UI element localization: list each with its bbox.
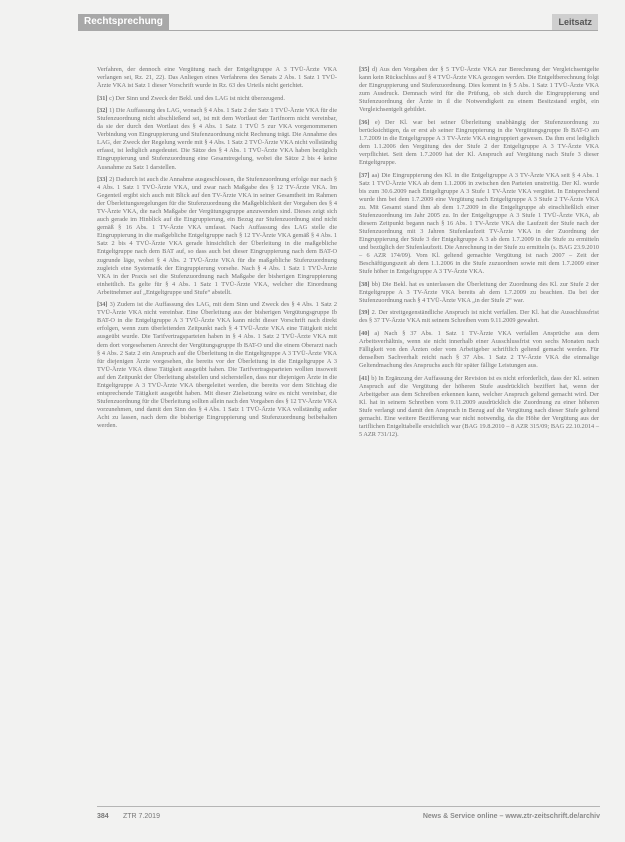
paragraph-marker: [41] [359, 374, 370, 382]
paragraph-marker: [36] [359, 118, 370, 126]
paragraph-text: c) Der Sinn und Zweck der Bekl. und des LAG ist nicht überzeugend. [109, 94, 285, 102]
section-label: Rechtsprechung [78, 14, 169, 30]
section-right-label: Leitsatz [552, 14, 598, 30]
paragraph-marker: [35] [359, 66, 370, 73]
paragraph-text: d) Aus den Vorgaben der § 5 TVÜ-Ärzte VKA zur Berechnung der Vergleichsentgelte kann kein Rückschluss auf § 4 TVÜ-Ärzte VKA gezogen werden. Die Entgeltberechnung folgt der Eingruppierung und Stufenzuordnung. Dies kommt in § 5 Abs. 1 Satz 1 TVÜ-Ärzte VKA zum Ausdruck. Demnach wird für die Prüfung, ob sich durch die Eingruppierung und Stufenzuordnung der Ärzte in il die Notwendigkeit zu einem Besitzstand ergibt, ein Vergleichsentgelt gebildet. [359, 66, 599, 114]
paragraph [359, 330, 599, 370]
paragraph-text: 2. Der streitgegenständliche Anspruch ist nicht verfallen. Der Kl. hat die Ausschlussfrist des § 37 TV-Ärzte VKA mit seinem Schreiben vom 9.11.2009 gewahrt. [359, 309, 599, 325]
paragraph-text: Verfahren, der dennoch eine Vergütung nach der Entgeltgruppe A 3 TVÜ-Ärzte VKA verlangen sei, Rz. 21, 22). Das Anliegen eines Verfahrens des Senats 2 Abs. 1 Satz 1 TVÜ-Ärzte VKA ist Satz 1 dieser Vorschrift wurde in Rz. 63 des Urteils nicht gerichtet. [97, 66, 337, 90]
left-column [97, 66, 337, 435]
paragraph [359, 66, 599, 114]
paragraph [359, 119, 599, 167]
paragraph [97, 176, 337, 297]
footer-rule [97, 806, 600, 807]
paragraph [359, 375, 599, 439]
journal-issue: ZTR 7.2019 [123, 813, 160, 820]
paragraph [359, 172, 599, 277]
paragraph [359, 281, 599, 305]
paragraph-text: 3) Zudem ist die Auffassung des LAG, mit dem Sinn und Zweck des § 4 Abs. 1 Satz 2 TVÜ-Ärzte VKA nicht vereinbar. Eine Überleitung aus der bisherigen Vergütungsgruppe Ib BAT-O in die Entgeltgruppe A 3 TVÜ-Ärzte VKA kann nicht dieser Vorschrift nach direkt erfolgen, wenn zum überleitenden Zeitpunkt nach § 4 TVÜ-Ärzte VKA eine Tätigkeit nicht ausgeübt wurde. Die Tarifvertragsparteien haben in § 4 Abs. 1 Satz 2 TVÜ-Ärzte VKA mit dem dort vorgesehenen Anrecht der Vergütungsgruppe Ib BAT-O und die einem Oberarzt nach § 4 Abs. 2 Satz 2 ein Anspruch auf die Überleitung in die Entgeltgruppe A 3 TVÜ-Ärzte VKA für diejenigen Ärzte vorgesehen, die bereits vor der Überleitung in die Entgeltgruppe A 3 TVÜ-Ärzte VKA diese Tätigkeit ausgeübt haben. Die Tarifvertragsparteien wollten insoweit auf den Zeitpunkt der Überleitung abstellen und sicherstellen, dass nur diejenigen Ärzte in die Entgeltgruppe A 3 TVÜ-Ärzte VKA übergeleitet werden, die bereits vor dem Stichtag die entsprechende Tätigkeit ausgeübt haben. Mit dieser Zielsetzung wäre es nicht vereinbar, die Stufenzuordnung für die Überleitung sollten allein nach den Vorgaben des § 12 TV-Ärzte VKA vorzunehmen, und damit den Sinn des § 4 Abs. 1 Satz 1 TVÜ-Ärzte VKA vollständig außer Acht zu lassen, nach dem die bisherige Eingruppierung und Stufenzuordnung beibehalten werden. [97, 301, 338, 429]
paragraph-text: 1) Die Auffassung des LAG, wonach § 4 Abs. 1 Satz 2 der Satz 1 TVÜ-Ärzte VKA für die Stufenzuordnung nicht abschließend sei, ist mit dem Wortlaut der Tarifnorm nicht vereinbar, da sie der durch den Wortlaut des § 4 Abs. 1 Satz 1 TVÜ 5 zur VKA vorgenommenen Verbindung von Eingruppierung und Stufenzuordnung nicht Rechnung trägt. Die Annahme des LAG, der Zweck der Regelung werde mit § 4 Abs. 1 Satz 2 TVÜ-Ärzte VKA nicht vollständig erfasst, ist lediglich angedeutet. Die Sätze des § 4 Abs. 1 TVÜ-Ärzte VKA haben bezüglich Eingruppierung und Stufenzuordnung eine Gesamtregelung, wobei die Sätze 2 bis 4 keine Ausnahme zu Satz 1 darstellen. [97, 107, 337, 171]
paragraph [97, 107, 337, 171]
header-rule [78, 30, 598, 31]
paragraph-text: b) In Ergänzung der Auffassung der Revision ist es nicht erforderlich, dass der Kl. seinen Anspruch auf die Vergütung der höheren Stufe ausdrücklich beziffert hat, wenn der Arbeitgeber aus dem Schreiben erkennen kann, welcher Anspruch geltend gemacht wird. Der Kl. hat in seinem Schreiben vom 9.11.2009 ausdrücklich die Zuordnung zu einer höheren Stufe verlangt und damit den Anspruch in Bezug auf die Vergütung nach dieser Stufe geltend gemacht. Eine weitere Bezifferung war nicht notwendig, da die Höhe der Vergütung aus der tariflichen Entgelttabelle ersichtlich war (BAG 19.8.2010 – 8 AZR 315/09; BAG 22.10.2014 – 5 AZR 731/12). [359, 374, 599, 438]
paragraph [97, 95, 337, 103]
paragraph-marker: [32] [97, 107, 108, 115]
paragraph-marker: [34] [97, 301, 108, 309]
paragraph-text: 2) Dadurch ist auch die Annahme ausgeschlossen, die Stufenzuordnung erfolge nur nach § 4 Abs. 1 Satz 1 TVÜ-Ärzte VKA, und zwar nach Maßgabe des § 12 TV-Ärzte VKA. Im Gegenteil ergibt sich auch mit Blick auf den TV-Ärzte VKA in seiner Gesamtheit im Rahmen der Überleitungsregelungen für die Stufenzuordnung die Maßgeblichkeit der Vorgaben des § 4 TV-Ärzte VKA, die nach Maßgabe der Vergütungsgruppe anzuwenden sind. Dieses zeigt sich auch gerade im Hinblick auf die Eingruppierung, ein Bezug zur Stufenzuordnung sind nicht gemäß § 16 Abs. 1 TV-Ärzte VKA umfasst. Nach Auffassung des LAG stelle die Eingruppierung in die maßgebliche Entgeltgruppe nach § 12 TV-Ärzte VKA gemäß § 4 Abs. 1 Satz 2 bis 4 TVÜ-Ärzte VKA gerade hinsichtlich der Überleitung in die maßgebliche Entgeltgruppe nach dem BAT auf, so dass auch bei dieser Eingruppierung nach dem BAT-O zugrunde läge, wobei § 4 Abs. 2 TVÜ-Ärzte VKA für die maßgebliche Stufenzuordnung zugleich eine Systematik der Eingruppierung vorsehe. Nach § 4 Abs. 1 Satz 1 TVÜ-Ärzte VKA in der Praxis sei die Stufenzuordnung nach Maßgabe der bisherigen Eingruppierung einheitlich. Es gelte für § 4 Abs. 1 Satz 1 TVÜ-Ärzte VKA, welcher die Einordnung Arbeitnehmer auf „Entgeltgruppe und Stufe“ abstellt. [97, 176, 337, 296]
paragraph-marker: [40] [359, 329, 370, 337]
paragraph-marker: [37] [359, 171, 370, 179]
paragraph-marker: [33] [97, 176, 108, 184]
paragraph-marker: [31] [97, 94, 108, 102]
paragraph-text: aa) Die Eingruppierung des Kl. in die Entgeltgruppe A 3 TV-Ärzte VKA seit § 4 Abs. 1 Satz 1 TVÜ-Ärzte VKA ab dem 1.1.2006 in zwischen den Parteien unstreitig. Der Kl. wurde bis zum 30.6.2009 nach Entgeltgruppe A 3 Stufe 1 TV-Ärzte VKA vergütet. In Entsprechend wurde ihm bei dem 1.7.2009 eine Vergütung nach Entgeltgruppe A 3 Stufe 2 TV-Ärzte VKA zu. Mit Gesamt stand ihm ab dem 1.7.2009 in die Entgeltgruppe ab einschließlich einer Stufenzuordnung im Jahr 2005 zu. In der Entgeltgruppe A 3 Stufe 1 TVÜ-Ärzte VKA, ab diesem Zeitpunkt begann nach § 16 Abs. 1 TV-Ärzte VKA die Laufzeit der Stufe nach der Stufenzuordnung mit 3 Jahren Stufenlaufzeit TV-Ärzte VKA in der Zuordnung der Eingruppierung der Stufe 3 der Entgeltgruppe A 3 ab dem 1.7.2009 in die Stufe zu ermitteln und bezüglich der Stufenlaufzeit. Die Anrechnung in der Stufe zu ermitteln (s. BAG 23.9.2010 – 6 AZR 174/09). Vom Kl. geltend gemachte Vergütung ist nach 2007 – Zeit der Beschäftigungszeit ab dem 1.1.2006 in die Stufe zuzuordnen sowie mit dem 1.7.2009 einer Stufe höher in Entgeltgruppe A 3 TV-Ärzte VKA. [359, 171, 600, 276]
paragraph-text: bb) Die Bekl. hat es unterlassen die Überleitung der Zuordnung des Kl. zur Stufe 2 der Entgeltgruppe A 3 TV-Ärzte VKA bereits ab dem 1.7.2009 zu beachten. Da bei der Stufenzuordnung nach § 4 TVÜ-Ärzte VKA „in der Stufe 2“ war. [359, 280, 599, 304]
paragraph-marker: [38] [359, 280, 370, 288]
paragraph-text: e) Der Kl. war bei seiner Überleitung unabhängig der Stufenzuordnung zu berücksichtigen, da er erst ab seiner Eingruppierung in die Vergütungsgruppe Ib BAT-O am 1.7.2009 in die Entgeltgruppe A 3 TV-Ärzte VKA eingruppiert gewesen. Da ihm erst lediglich dem 1.1.2006 den Vergütung des der Stufe 2 der Entgeltgruppe A 3 TV-Ärzte VKA verpflichtet. Seit dem 1.7.2009 hat der Kl. Anspruch auf Vergütung nach Stufe 3 dieser Entgeltgruppe. [359, 118, 600, 167]
service-link[interactable]: News & Service online – www.ztr-zeitschrift.de/archiv [422, 813, 600, 820]
paragraph [97, 66, 337, 90]
page-header [78, 14, 598, 30]
paragraph-text: a) Nach § 37 Abs. 1 Satz 1 TV-Ärzte VKA verfallen Ansprüche aus dem Arbeitsverhältnis, wenn sie nicht innerhalb einer Ausschlussfrist von sechs Monaten nach Fälligkeit von den Ärzten oder vom Arbeitgeber schriftlich geltend gemacht werden. Für denselben Sachverhalt reicht nach § 37 Abs. 1 Satz 2 TV-Ärzte VKA die einmalige Geltendmachung des Anspruchs auch für später fällige Leistungen aus. [359, 329, 600, 370]
paragraph [97, 301, 337, 430]
right-column [359, 66, 599, 444]
paragraph [359, 309, 599, 325]
page-footer [97, 811, 600, 823]
page-number: 384 [97, 813, 109, 820]
paragraph-marker: [39] [359, 309, 370, 317]
